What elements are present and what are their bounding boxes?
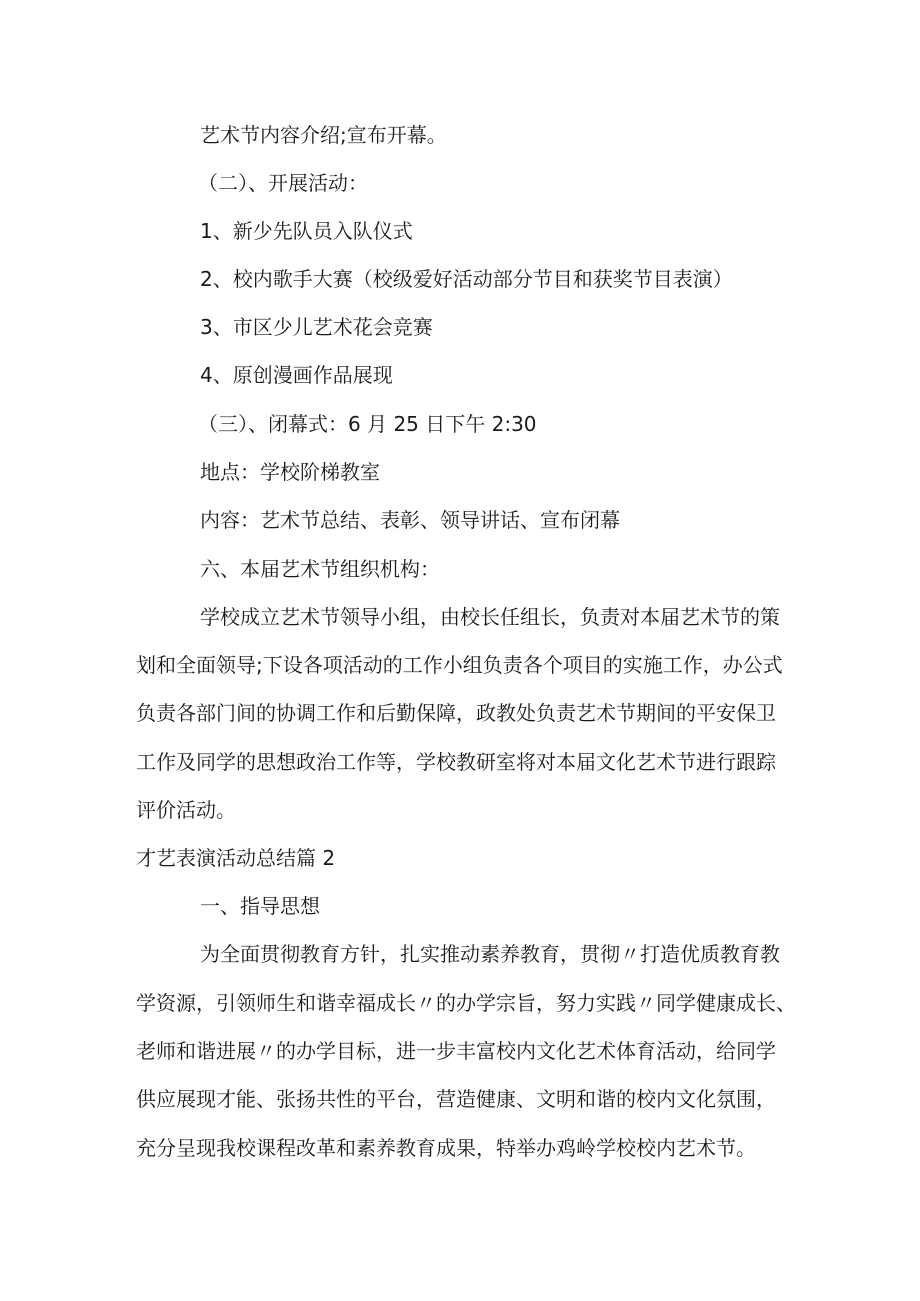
activity-item: 3、市区少儿艺术花会竞赛 [200,315,433,339]
closing-location: 地点：学校阶梯教室 [200,460,380,484]
activity-item: 2、校内歌手大赛（校级爱好活动部分节目和获奖节目表演） [200,267,733,291]
section-closing-heading: （三）、闭幕式：6 月 25 日下午 2:30 [198,412,537,436]
org-paragraph-line: 负责各部门间的协调工作和后勤保障，政教处负责艺术节期间的平安保卫 [136,701,776,725]
article-2-title: 才艺表演活动总结篇 2 [136,846,336,870]
guiding-paragraph-line: 供应展现才能、张扬共性的平台，营造健康、文明和谐的校内文化氛围， [136,1087,776,1111]
org-paragraph-line: 划和全面领导;下设各项活动的工作小组负责各个项目的实施工作，办公式 [136,653,783,677]
section-activities-heading: （二）、开展活动： [198,171,368,195]
org-paragraph-line: 工作及同学的思想政治工作等，学校教研室将对本届文化艺术节进行跟踪 [136,750,776,774]
activity-item: 1、新少先队员入队仪式 [200,219,413,243]
guiding-paragraph-line: 为全面贯彻教育方针，扎实推动素养教育，贯彻〃打造优质教育教 [200,942,780,966]
guiding-paragraph-line: 充分呈现我校课程改革和素养教育成果，特举办鸡岭学校校内艺术节。 [136,1136,756,1160]
closing-content: 内容：艺术节总结、表彰、领导讲话、宣布闭幕 [200,508,620,532]
org-paragraph-line: 学校成立艺术节领导小组，由校长任组长，负责对本届艺术节的策 [200,605,780,629]
activity-item: 4、原创漫画作品展现 [200,363,393,387]
org-paragraph-line: 评价活动。 [136,798,236,822]
guiding-paragraph-line: 老师和谐进展〃的办学目标，进一步丰富校内文化艺术体育活动，给同学 [136,1039,776,1063]
intro-line: 艺术节内容介绍;宣布开幕。 [200,123,447,147]
guiding-heading: 一、指导思想 [200,894,320,918]
guiding-paragraph-line: 学资源，引领师生和谐幸福成长〃的办学宗旨，努力实践〃同学健康成长、 [136,991,796,1015]
section-six-heading: 六、本届艺术节组织机构： [200,557,440,581]
